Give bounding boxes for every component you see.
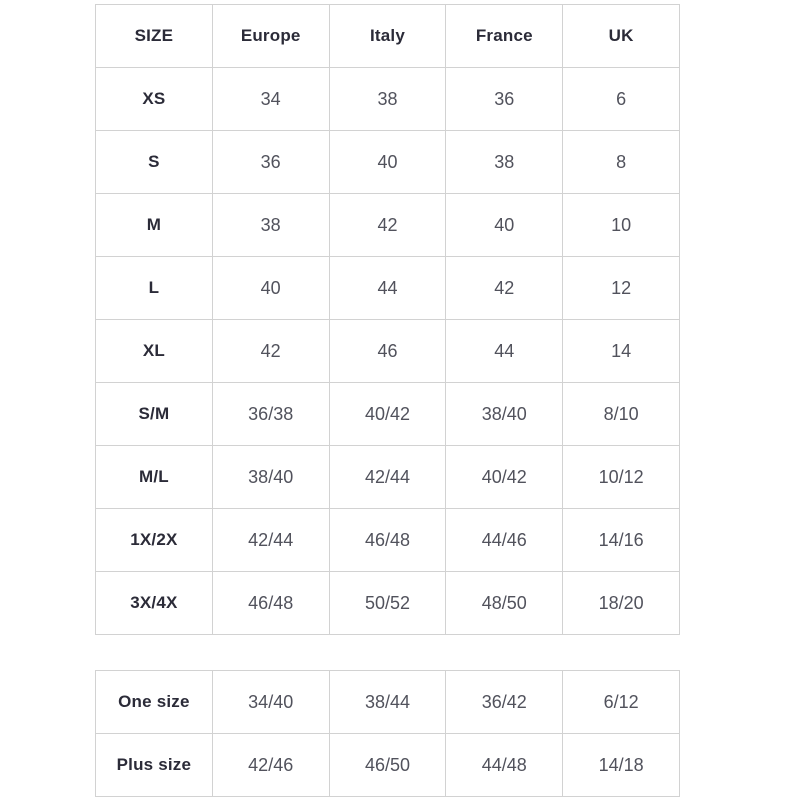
size-table-header — [96, 5, 680, 68]
size-value-cell: 12 — [563, 257, 680, 320]
size-value-cell: 38/40 — [212, 446, 329, 509]
size-value-cell: 46/48 — [329, 509, 446, 572]
table-row — [96, 509, 680, 572]
size-value-cell: 34 — [212, 68, 329, 131]
size-value-cell: 38/44 — [329, 671, 446, 734]
size-value-cell: 40/42 — [329, 383, 446, 446]
size-value-cell: 6 — [563, 68, 680, 131]
column-header: SIZE — [96, 5, 213, 68]
size-value-cell: 8 — [563, 131, 680, 194]
size-value-cell: 48/50 — [446, 572, 563, 635]
size-value-cell: 44 — [446, 320, 563, 383]
special-sizes-table — [95, 670, 680, 797]
size-label-cell: S/M — [96, 383, 213, 446]
size-value-cell: 42 — [446, 257, 563, 320]
size-value-cell: 46/50 — [329, 734, 446, 797]
size-label-cell: XL — [96, 320, 213, 383]
size-value-cell: 38 — [212, 194, 329, 257]
header-row — [96, 5, 680, 68]
size-value-cell: 42/44 — [212, 509, 329, 572]
size-value-cell: 42 — [329, 194, 446, 257]
table-row — [96, 446, 680, 509]
column-header: Europe — [212, 5, 329, 68]
size-value-cell: 40 — [212, 257, 329, 320]
size-label-cell: One size — [96, 671, 213, 734]
size-value-cell: 6/12 — [563, 671, 680, 734]
size-value-cell: 14 — [563, 320, 680, 383]
size-conversion-table — [95, 4, 680, 635]
special-sizes-table-body — [96, 671, 680, 797]
size-label-cell: Plus size — [96, 734, 213, 797]
size-value-cell: 42/44 — [329, 446, 446, 509]
size-value-cell: 46 — [329, 320, 446, 383]
table-row — [96, 257, 680, 320]
size-label-cell: 3X/4X — [96, 572, 213, 635]
table-row — [96, 734, 680, 797]
table-row — [96, 671, 680, 734]
size-value-cell: 36 — [212, 131, 329, 194]
size-value-cell: 44 — [329, 257, 446, 320]
size-value-cell: 44/46 — [446, 509, 563, 572]
size-value-cell: 42/46 — [212, 734, 329, 797]
table-row — [96, 131, 680, 194]
column-header: Italy — [329, 5, 446, 68]
size-value-cell: 42 — [212, 320, 329, 383]
table-row — [96, 572, 680, 635]
size-value-cell: 10/12 — [563, 446, 680, 509]
size-label-cell: L — [96, 257, 213, 320]
size-value-cell: 36/42 — [446, 671, 563, 734]
size-value-cell: 14/18 — [563, 734, 680, 797]
column-header: UK — [563, 5, 680, 68]
size-label-cell: M/L — [96, 446, 213, 509]
size-value-cell: 38 — [446, 131, 563, 194]
size-value-cell: 40 — [446, 194, 563, 257]
size-value-cell: 14/16 — [563, 509, 680, 572]
size-value-cell: 44/48 — [446, 734, 563, 797]
size-label-cell: M — [96, 194, 213, 257]
table-row — [96, 383, 680, 446]
table-row — [96, 194, 680, 257]
size-value-cell: 36 — [446, 68, 563, 131]
size-table-body — [96, 68, 680, 635]
table-row — [96, 68, 680, 131]
size-value-cell: 34/40 — [212, 671, 329, 734]
size-value-cell: 18/20 — [563, 572, 680, 635]
size-value-cell: 36/38 — [212, 383, 329, 446]
size-label-cell: 1X/2X — [96, 509, 213, 572]
size-value-cell: 10 — [563, 194, 680, 257]
table-row — [96, 320, 680, 383]
size-value-cell: 38/40 — [446, 383, 563, 446]
size-label-cell: S — [96, 131, 213, 194]
size-value-cell: 40 — [329, 131, 446, 194]
column-header: France — [446, 5, 563, 68]
size-value-cell: 8/10 — [563, 383, 680, 446]
size-value-cell: 40/42 — [446, 446, 563, 509]
size-value-cell: 50/52 — [329, 572, 446, 635]
size-value-cell: 46/48 — [212, 572, 329, 635]
size-value-cell: 38 — [329, 68, 446, 131]
size-label-cell: XS — [96, 68, 213, 131]
